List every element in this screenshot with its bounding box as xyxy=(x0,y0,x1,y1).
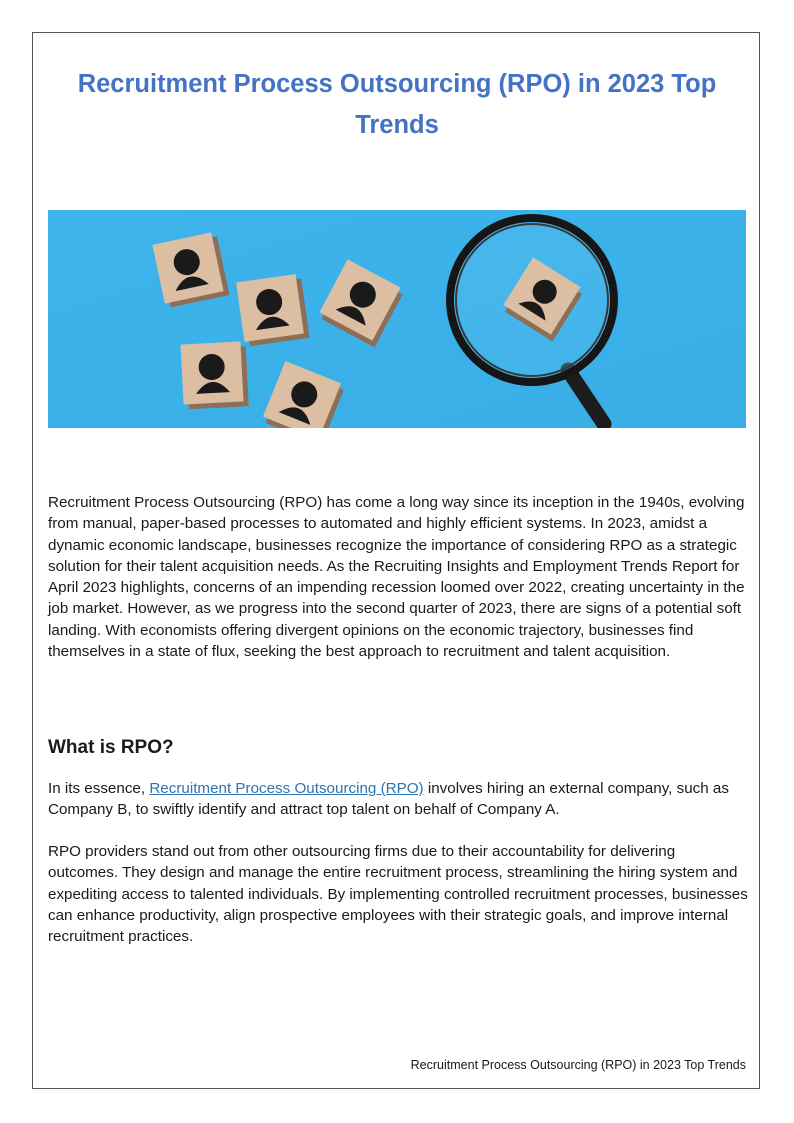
document-title: Recruitment Process Outsourcing (RPO) in 2023 Top Trends xyxy=(77,70,717,139)
person-block-icon xyxy=(236,273,309,346)
page-footer: Recruitment Process Outsourcing (RPO) in 2023 Top Trends xyxy=(410,1058,746,1072)
para1-prefix: In its essence, xyxy=(48,780,150,797)
rpo-providers-paragraph: RPO providers stand out from other outsourcing firms due to their accountability for delivering outcomes. They design and manage the entire recruitment process, streamlining the hiring system and expediting access to talented individuals. By implementing controlled recruitment processes, businesses can enhance productivity, align prospective employees with their strategic goals, and improve internal recruitment practices. xyxy=(48,843,748,946)
person-block-icon xyxy=(180,341,248,409)
hero-image xyxy=(48,210,746,428)
para1-suffix: involves hiring an external company, such as Company B, to swiftly identify and attract top talent on behalf of Company A. xyxy=(48,780,729,819)
rpo-definition-paragraph xyxy=(48,778,748,821)
hero-background xyxy=(48,210,746,428)
person-block-icon xyxy=(152,231,229,308)
recruitment-magnifier-illustration xyxy=(48,210,746,428)
rpo-link[interactable]: Recruitment Process Outsourcing (RPO) xyxy=(149,780,424,797)
intro-paragraph: Recruitment Process Outsourcing (RPO) has come a long way since its inception in the 1940s, evolving from manual, paper-based processes to automated and highly efficient systems. In 2023, amidst a dynamic economic landscape, businesses recognize the importance of considering RPO as a strategic solution for their talent acquisition needs. As the Recruiting Insights and Employment Trends Report for April 2023 highlights, concerns of an impending recession loomed over 2022, creating uncertainty in the job market. However, as we progress into the second quarter of 2023, there are signs of a potential soft landing. With economists offering divergent opinions on the economic trajectory, businesses find themselves in a state of flux, seeking the best approach to recruitment and talent acquisition. xyxy=(48,494,745,661)
section-heading: What is RPO? xyxy=(48,737,174,758)
